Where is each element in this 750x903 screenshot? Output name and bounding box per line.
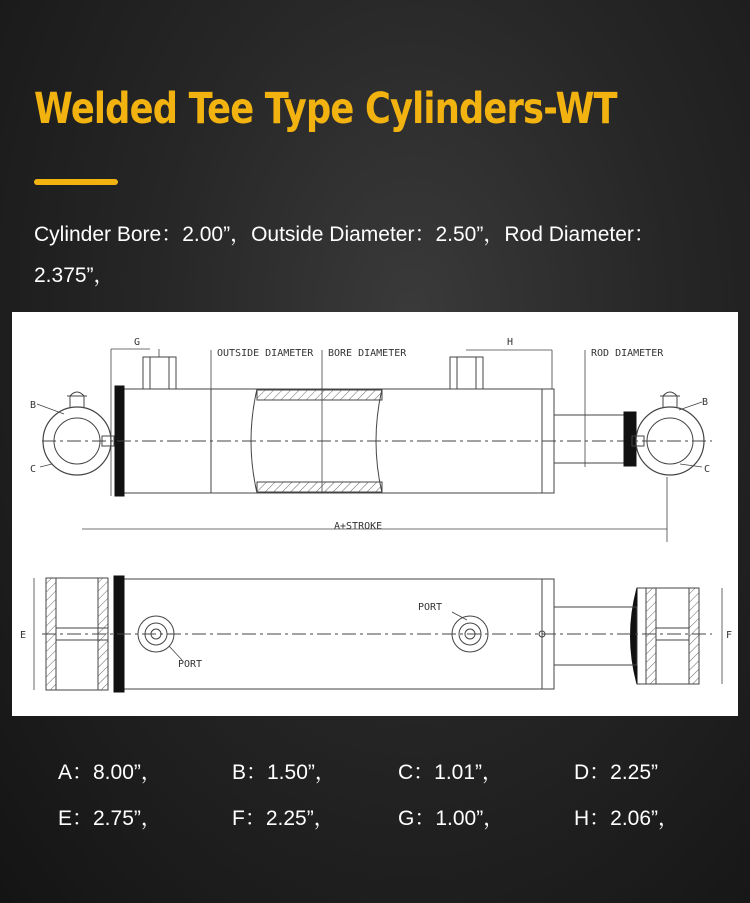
label-f: F bbox=[726, 630, 733, 641]
dim-f: F：2.25”， bbox=[232, 807, 335, 830]
dim-c: C：1.01”， bbox=[398, 761, 504, 784]
label-bore-diameter: BORE DIAMETER bbox=[328, 348, 407, 359]
title-underline bbox=[34, 179, 118, 185]
dim-b: B：1.50”， bbox=[232, 761, 336, 784]
page-title: Welded Tee Type Cylinders-WT bbox=[34, 84, 617, 134]
label-e: E bbox=[20, 630, 27, 641]
label-outside-diameter: OUTSIDE DIAMETER bbox=[217, 348, 314, 359]
technical-drawing-panel bbox=[12, 312, 738, 716]
label-rod-diameter: ROD DIAMETER bbox=[591, 348, 664, 359]
label-g: G bbox=[134, 337, 141, 348]
label-h: H bbox=[507, 337, 514, 348]
dim-h: H：2.06”， bbox=[574, 807, 680, 830]
label-port-right: PORT bbox=[418, 602, 443, 613]
label-c-right: C bbox=[704, 464, 711, 475]
barrel-bottom bbox=[124, 579, 554, 689]
label-c-left: C bbox=[30, 464, 37, 475]
dim-a: A：8.00”， bbox=[58, 761, 162, 784]
label-b-right: B bbox=[702, 397, 709, 408]
description-line-2: 2.375”， bbox=[34, 264, 115, 287]
label-b-left: B bbox=[30, 400, 37, 411]
description-line-1: Cylinder Bore：2.00”，Outside Diameter：2.50”，Rod Diameter： bbox=[34, 223, 655, 246]
label-port-left: PORT bbox=[178, 659, 203, 670]
cylinder-technical-drawing bbox=[12, 312, 738, 716]
dim-g: G：1.00”， bbox=[398, 807, 505, 830]
dim-e: E：2.75”， bbox=[58, 807, 162, 830]
description bbox=[34, 214, 739, 296]
label-a-stroke: A+STROKE bbox=[334, 521, 383, 532]
dim-d: D：2.25” bbox=[574, 761, 659, 784]
